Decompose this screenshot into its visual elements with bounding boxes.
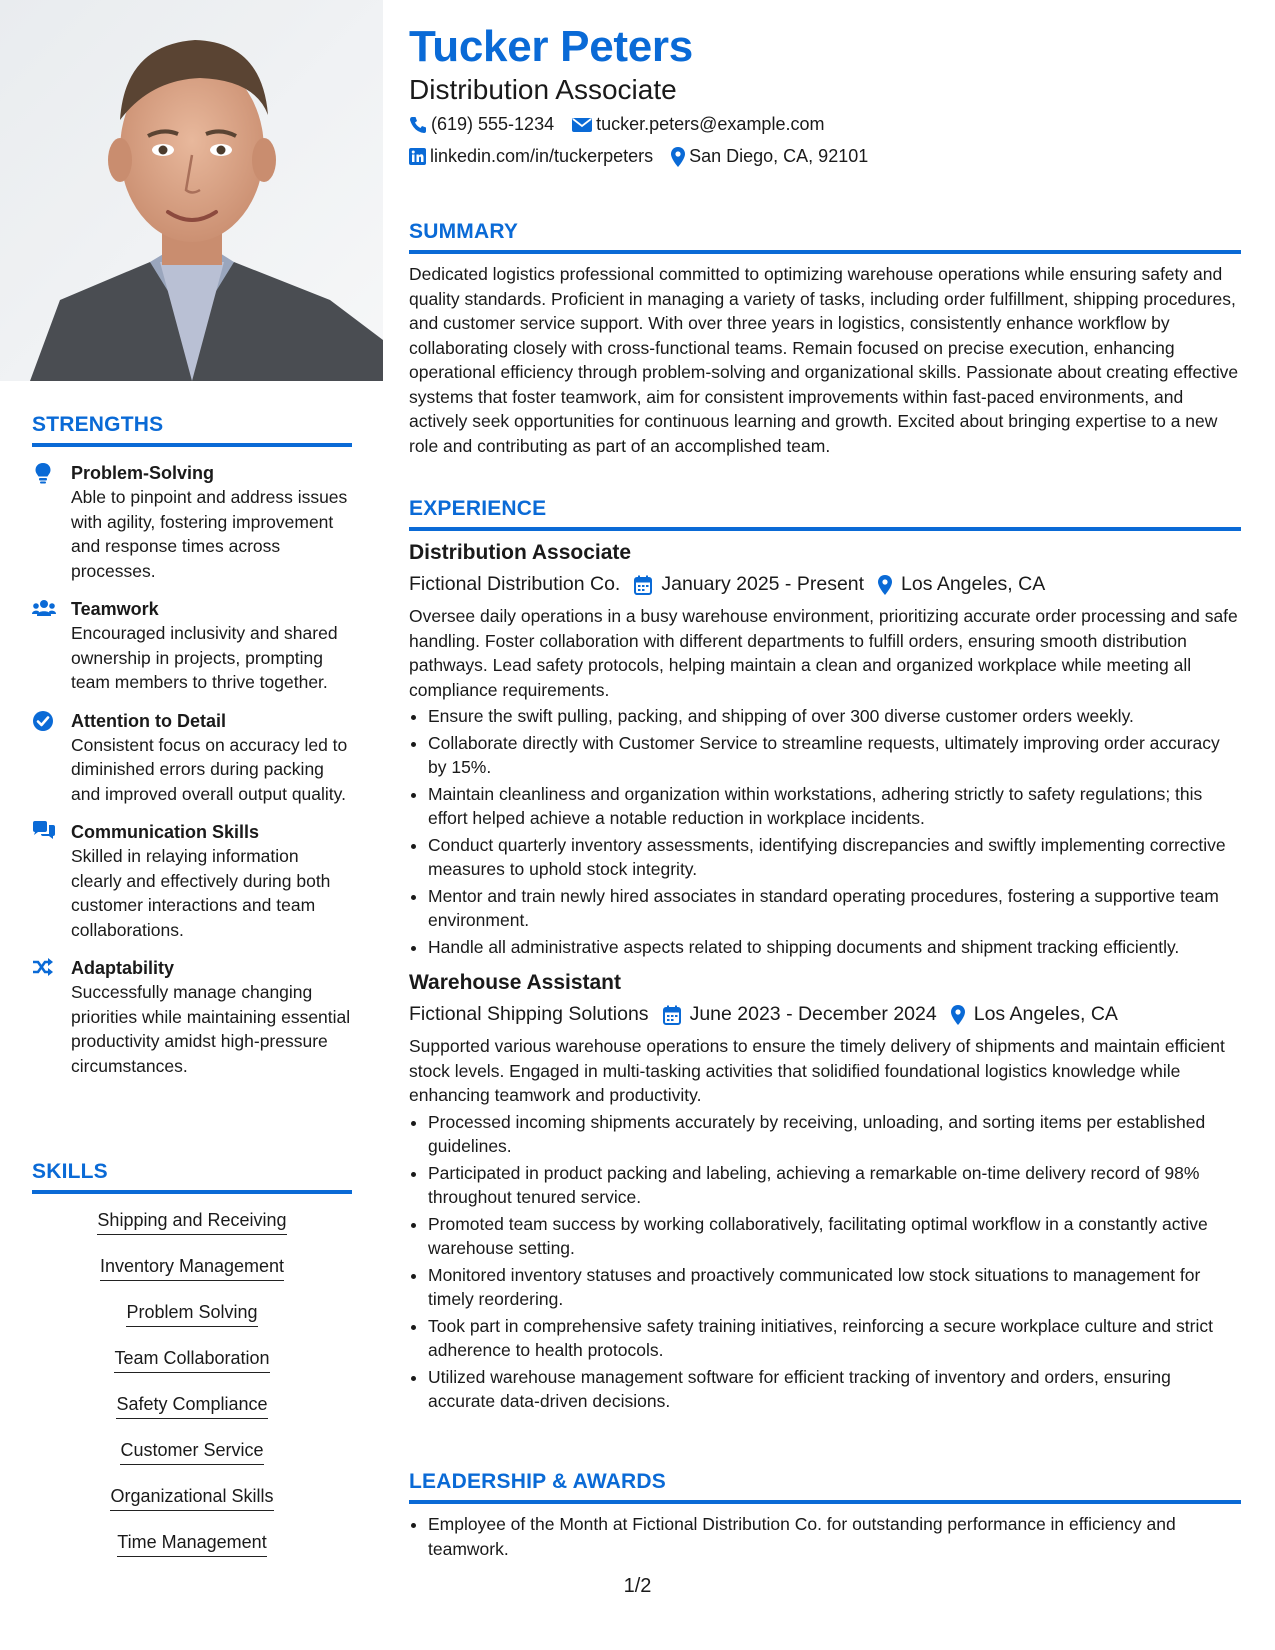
phone-icon [409,116,427,134]
experience-section [409,497,1241,1416]
location-text: San Diego, CA, 92101 [689,146,869,166]
shuffle-icon [32,957,56,979]
job-dates [634,573,864,596]
phone-contact[interactable] [409,114,554,135]
skill-item: Time Management [117,1530,266,1557]
skill-item: Team Collaboration [114,1346,269,1373]
strengths-section [32,413,352,1078]
strength-description: Encouraged inclusivity and shared ownership in projects, prompting team members to thrive together. [71,623,338,692]
left-column [0,0,383,1650]
job-location-text: Los Angeles, CA [973,1003,1118,1025]
strength-name: Communication Skills [71,822,260,842]
strength-name: Teamwork [71,599,159,619]
job-summary: Oversee daily operations in a busy warehouse environment, prioritizing accurate order processing and safe handling. Foster collaboration with different departments to fulfill orders, ensuring smooth distribution pathways. Lead safety protocols, helping maintain a clean and organized workplace while meeting all compliance requirements. [409,606,1238,700]
skill-item: Shipping and Receiving [97,1208,286,1235]
job-entry [409,971,1241,1414]
company-name: Fictional Distribution Co. [409,573,621,595]
envelope-icon [572,117,592,133]
job-location-text: Los Angeles, CA [901,573,1046,595]
leadership-bullets [409,1512,1241,1561]
bullet-item: • Monitored inventory statuses and proactively communicated low stock situations to management for timely reordering. [428,1263,1241,1312]
email-address: tucker.peters@example.com [596,114,825,134]
strength-description: Skilled in relaying information clearly and effectively during both customer interactions and team collaborations. [71,846,331,940]
job-location [878,573,1045,596]
skill-item: Customer Service [120,1438,263,1465]
linkedin-contact[interactable] [409,146,653,167]
location-contact [671,146,868,167]
bullet-item: • Employee of the Month at Fictional Distribution Co. for outstanding performance in efficiency and teamwork. [428,1512,1241,1561]
skill-item: Safety Compliance [116,1392,267,1419]
bullet-item: • Maintain cleanliness and organization within workstations, adhering strictly to safety regulations; this effort helped achieve a notable reduction in workplace incidents. [428,782,1241,831]
calendar-icon [663,1005,681,1025]
strength-description: Successfully manage changing priorities while maintaining essential productivity amidst high-pressure circumstances. [71,982,351,1076]
contact-line-1 [409,114,842,135]
job-meta [409,1003,1241,1026]
strength-item [32,461,352,583]
skill-item: Inventory Management [100,1254,284,1281]
job-title: Warehouse Assistant [409,971,621,994]
strength-item [32,956,352,1078]
job-dates-text: June 2023 - December 2024 [689,1003,937,1025]
calendar-icon [634,575,652,595]
strength-item [32,597,352,695]
comments-icon [32,821,56,843]
experience-heading: EXPERIENCE [409,497,1241,531]
lightbulb-icon [32,462,56,484]
candidate-title: Distribution Associate [409,74,677,105]
map-pin-icon [951,1005,965,1025]
job-bullets [409,704,1241,959]
skill-item: Organizational Skills [110,1484,273,1511]
check-circle-icon [32,710,56,732]
bullet-item: • Processed incoming shipments accurately by receiving, unloading, and sorting items per established guidelines. [428,1110,1241,1159]
job-location [951,1003,1118,1026]
strength-description: Consistent focus on accuracy led to diminished errors during packing and improved overall output quality. [71,734,348,804]
bullet-item: • Promoted team success by working collaboratively, facilitating optimal workflow in a constantly active warehouse setting. [428,1212,1241,1261]
bullet-item: • Ensure the swift pulling, packing, and shipping of over 300 diverse customer orders weekly. [428,704,1241,729]
map-pin-icon [878,575,892,595]
candidate-name: Tucker Peters [409,22,693,71]
leadership-section [409,1470,1241,1563]
job-dates-text: January 2025 - Present [661,573,865,595]
bullet-item: • Conduct quarterly inventory assessments, identifying discrepancies and swiftly implementing corrective measures to uphold stock integrity. [428,833,1241,882]
bullet-item: • Handle all administrative aspects related to shipping documents and shipment tracking efficiently. [428,935,1241,960]
bullet-item: • Took part in comprehensive safety training initiatives, reinforcing a secure workplace culture and strict adherence to health protocols. [428,1314,1241,1363]
strength-item [32,820,352,942]
job-dates [663,1003,937,1026]
strength-name: Problem-Solving [71,463,215,483]
leadership-heading: LEADERSHIP & AWARDS [409,1470,1241,1504]
job-meta [409,573,1241,596]
strengths-heading: STRENGTHS [32,413,352,447]
skills-heading: SKILLS [32,1160,352,1194]
email-contact[interactable] [572,114,824,135]
bullet-item: • Utilized warehouse management software for efficient tracking of inventory and orders, ensuring accurate data-driven decisions. [428,1365,1241,1414]
skills-section [32,1160,352,1576]
bullet-item: • Participated in product packing and labeling, achieving a remarkable on-time delivery record of 98% throughout tenured service. [428,1161,1241,1210]
skills-list [32,1208,352,1576]
users-icon [32,598,56,620]
map-pin-icon [671,147,685,167]
summary-text: Dedicated logistics professional committed to optimizing warehouse operations while ensuring safety and quality standards. Proficient in managing a variety of tasks, including order fulfillment, shipping procedures, and customer service support. With over three years in logistics, consistently enhance workflow by collaborating closely with cross-functional teams. Remain focused on precise execution, enhancing operational efficiency through problem-solving and organizational skills. Passionate about creating effective systems that foster teamwork, aim for consistent improvements within fast-paced environments, and actively seek opportunities for continuous learning and growth. Excited about bringing expertise to a new role and contributing as part of an accomplished team. [409,264,1239,456]
contact-line-2 [409,146,886,167]
phone-number: (619) 555-1234 [431,114,555,134]
job-summary: Supported various warehouse operations to ensure the timely delivery of shipments and maintain efficient stock levels. Engaged in multi-tasking activities that solidified foundational logistics knowledge while enhancing teamwork and productivity. [409,1036,1225,1105]
job-bullets [409,1110,1241,1414]
summary-heading: SUMMARY [409,220,1241,254]
strength-name: Attention to Detail [71,710,226,731]
job-entry [409,541,1241,959]
job-title: Distribution Associate [409,541,632,564]
bullet-item: • Collaborate directly with Customer Service to streamline requests, ultimately improving order accuracy by 15%. [428,731,1241,780]
linkedin-url: linkedin.com/in/tuckerpeters [430,146,654,166]
strength-item [32,709,352,807]
page-number: 1/2 [623,1575,652,1597]
bullet-item: • Mentor and train newly hired associates in standard operating procedures, fostering a supportive team environment. [428,884,1241,933]
skill-item: Problem Solving [126,1300,257,1327]
linkedin-icon [409,148,426,165]
profile-photo [0,0,383,381]
strength-name: Adaptability [71,958,175,978]
strength-description: Able to pinpoint and address issues with agility, fostering improvement and response times across processes. [71,487,348,581]
summary-section [409,220,1241,458]
company-name: Fictional Shipping Solutions [409,1003,649,1025]
